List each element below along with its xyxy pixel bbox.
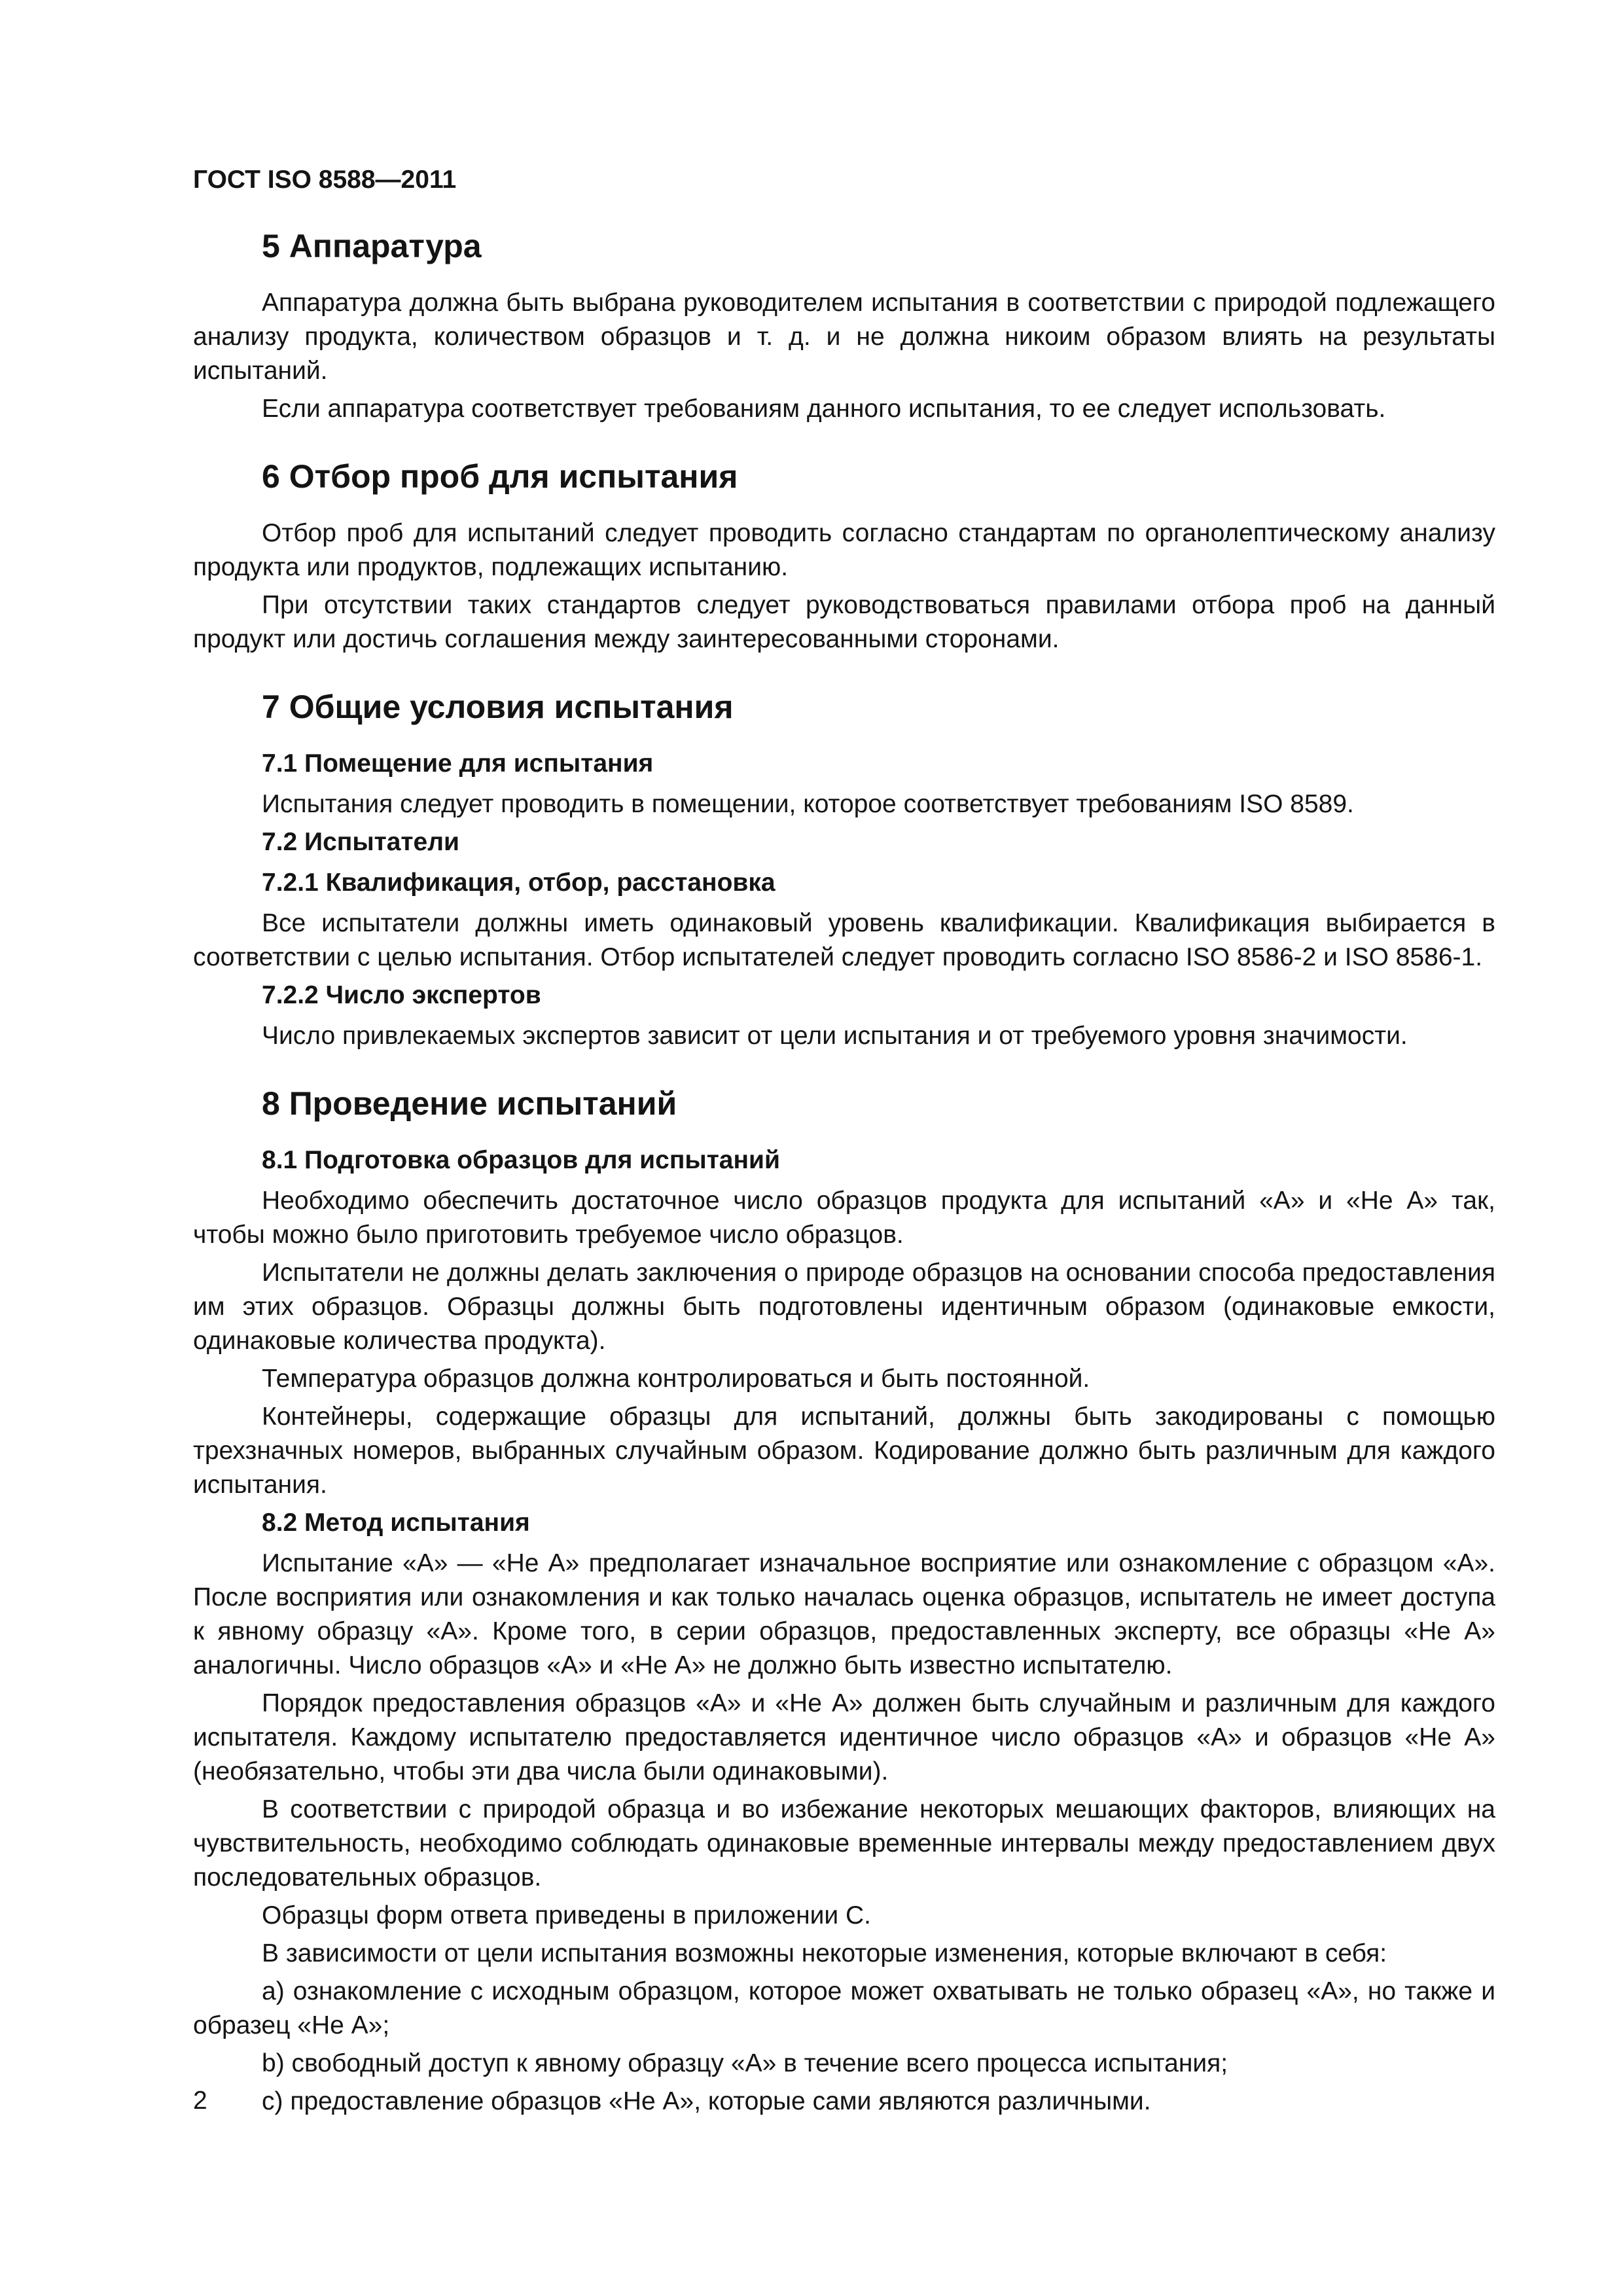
list-item-b: b) свободный доступ к явному образцу «А» в течение всего процесса испытания; [262, 2049, 1228, 2077]
section-6-title: 6 Отбор проб для испытания [262, 458, 738, 495]
subsection-8-1-paragraph: Необходимо обеспечить достаточное число образцов продукта для испытаний «А» и «Не А» так, чтобы можно было приготовить требуемое число образцов. [193, 1187, 1495, 1249]
subsection-7-2-2-title: 7.2.2 Число экспертов [262, 981, 541, 1009]
section-5-title: 5 Аппаратура [262, 228, 482, 264]
subsection-8-1-title: 8.1 Подготовка образцов для испытаний [262, 1146, 780, 1174]
subsection-7-1-title: 7.1 Помещение для испытания [262, 749, 654, 778]
section-8-title: 8 Проведение испытаний [262, 1085, 677, 1122]
subsection-8-2-title: 8.2 Метод испытания [262, 1509, 530, 1537]
subsection-7-1-paragraph: Испытания следует проводить в помещении, которое соответствует требованиям ISO 8589. [262, 790, 1354, 818]
subsection-7-2-1-title: 7.2.1 Квалификация, отбор, расстановка [262, 869, 776, 897]
list-item-c: c) предоставление образцов «Не А», которые сами являются различными. [262, 2087, 1151, 2115]
subsection-8-1-paragraph: Контейнеры, содержащие образцы для испытаний, должны быть закодированы с помощью трехзначных номеров, выбранных случайным образом. Кодирование должно быть различным для каждого испытания. [193, 1403, 1495, 1499]
subsection-8-2-paragraph: Образцы форм ответа приведены в приложении С. [262, 1901, 872, 1929]
subsection-8-1-paragraph: Испытатели не должны делать заключения о природе образцов на основании способа предоставления им этих образцов. Образцы должны быть подготовлены идентичным образом (одинаковые емкости, одинаковые количества продукта). [193, 1259, 1495, 1355]
section-7-title: 7 Общие условия испытания [262, 689, 734, 725]
subsection-8-2-paragraph: Порядок предоставления образцов «А» и «Не А» должен быть случайным и различным для каждого испытателя. Каждому испытателю предоставляется идентичное число образцов «А» и образцов «Не А» (необязательно, чтобы эти два числа были одинаковыми). [193, 1689, 1495, 1785]
section-6-paragraph: При отсутствии таких стандартов следует руководствоваться правилами отбора проб на данный продукт или достичь соглашения между заинтересованными сторонами. [193, 591, 1495, 653]
document-header: ГОСТ ISO 8588—2011 [193, 166, 457, 194]
subsection-7-2-2-paragraph: Число привлекаемых экспертов зависит от цели испытания и от требуемого уровня значимости. [262, 1022, 1408, 1050]
subsection-8-2-paragraph: В зависимости от цели испытания возможны некоторые изменения, которые включают в себя: [262, 1939, 1387, 1967]
subsection-7-2-title: 7.2 Испытатели [262, 828, 459, 856]
page-number: 2 [193, 2087, 207, 2115]
subsection-8-2-paragraph: В соответствии с природой образца и во избежание некоторых мешающих факторов, влияющих на чувствительность, необходимо соблюдать одинаковые временные интервалы между предоставлением двух последовательных образцов. [193, 1795, 1495, 1892]
subsection-8-1-paragraph: Температура образцов должна контролироваться и быть постоянной. [262, 1365, 1090, 1393]
section-5-paragraph: Если аппаратура соответствует требованиям данного испытания, то ее следует использовать. [262, 395, 1386, 423]
subsection-7-2-1-paragraph: Все испытатели должны иметь одинаковый уровень квалификации. Квалификация выбирается в соответствии с целью испытания. Отбор испытателей следует проводить согласно ISO 8586-2 и ISO 8586-1. [193, 909, 1495, 971]
list-item-a: a) ознакомление с исходным образцом, которое может охватывать не только образец «А», но также и образец «Не А»; [193, 1977, 1495, 2039]
subsection-8-2-paragraph: Испытание «А» — «Не А» предполагает изначальное восприятие или ознакомление с образцом «А». После восприятия или ознакомления и как только началась оценка образцов, испытатель не имеет доступа к явному образцу «А». Кроме того, в серии образцов, предоставленных эксперту, все образцы «Не А» аналогичны. Число образцов «А» и «Не А» не должно быть известно испытателю. [193, 1549, 1495, 1679]
document-page [193, 164, 1495, 2123]
section-5-paragraph: Аппаратура должна быть выбрана руководителем испытания в соответствии с природой подлежащего анализу продукта, количеством образцов и т. д. и не должна никоим образом влиять на результаты испытаний. [193, 289, 1495, 385]
section-6-paragraph: Отбор проб для испытаний следует проводить согласно стандартам по органолептическому анализу продукта или продуктов, подлежащих испытанию. [193, 519, 1495, 581]
